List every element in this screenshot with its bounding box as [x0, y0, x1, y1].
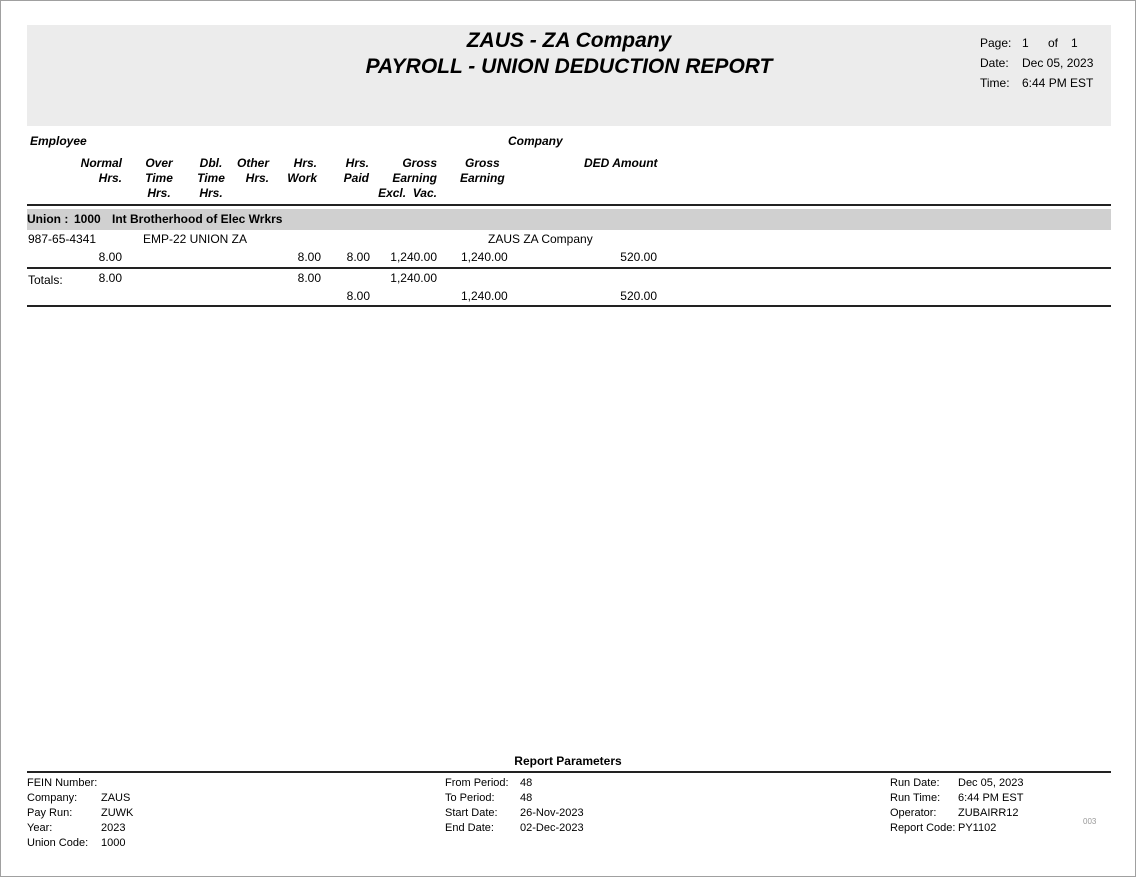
param-value: PY1102 — [958, 822, 997, 834]
param-value: 26-Nov-2023 — [520, 807, 584, 819]
param-label: Year: — [27, 822, 53, 834]
param-label: End Date: — [445, 822, 494, 834]
param-value: ZAUS — [101, 792, 131, 804]
h: Hrs. — [98, 171, 122, 185]
normal-hrs: 8.00 — [98, 250, 122, 264]
param-value: 1000 — [101, 837, 126, 849]
overtime-hrs-header — [139, 156, 179, 201]
gross-earning-header — [460, 156, 505, 186]
ded-amount: 520.00 — [620, 250, 657, 264]
param-value: 48 — [520, 777, 533, 789]
param-value: 48 — [520, 792, 533, 804]
params-rule — [27, 771, 1111, 773]
hrs-work: 8.00 — [297, 250, 321, 264]
param-label: Company: — [27, 792, 78, 804]
report-parameters-title: Report Parameters — [514, 754, 622, 768]
h: Earning — [392, 171, 437, 185]
time-value: 6:44 PM EST — [1022, 76, 1094, 90]
totals-hrs-work: 8.00 — [297, 271, 321, 285]
param-label: To Period: — [445, 792, 495, 804]
h: Paid — [343, 171, 369, 185]
param-label: Pay Run: — [27, 807, 73, 819]
page-code: 003 — [1083, 817, 1097, 826]
gross-earning: 1,240.00 — [461, 250, 508, 264]
param-label: Run Date: — [890, 777, 940, 789]
union-label: Union : — [27, 212, 69, 226]
param-value: ZUBAIRR12 — [958, 807, 1019, 819]
header-rule — [27, 204, 1111, 206]
h: Other — [236, 156, 269, 170]
ded-amount-header: DED Amount — [584, 156, 658, 170]
param-value: ZUWK — [101, 807, 134, 819]
gross-excl-vac-header — [367, 156, 437, 201]
page-count: 1 — [1071, 36, 1078, 50]
param-value: 2023 — [101, 822, 126, 834]
param-label: Report Code: — [890, 822, 956, 834]
page-label: Page: — [980, 36, 1012, 50]
of-label: of — [1048, 36, 1059, 50]
h: Dbl. — [199, 156, 223, 170]
employee-name: EMP-22 UNION ZA — [143, 232, 248, 246]
union-group-band — [27, 209, 1111, 230]
param-label: Union Code: — [27, 837, 89, 849]
param-label: Run Time: — [890, 792, 941, 804]
param-value: 6:44 PM EST — [958, 792, 1024, 804]
hrs-paid: 8.00 — [346, 250, 370, 264]
h: Time — [145, 171, 173, 185]
param-label: Start Date: — [445, 807, 498, 819]
h: Normal — [80, 156, 122, 170]
time-label: Time: — [980, 76, 1010, 90]
param-label: From Period: — [445, 777, 509, 789]
union-name: Int Brotherhood of Elec Wrkrs — [112, 212, 283, 226]
dbl-time-hrs-header — [191, 156, 231, 201]
hrs-paid-header — [329, 156, 369, 186]
h: Time — [197, 171, 225, 185]
end-rule — [27, 305, 1111, 307]
h: Work — [287, 171, 317, 185]
h: Excl. Vac. — [378, 186, 437, 200]
other-hrs-header — [229, 156, 269, 186]
union-code: 1000 — [74, 212, 101, 226]
h: Hrs. — [147, 186, 171, 200]
company-title: ZAUS - ZA Company — [466, 29, 672, 52]
h: Hrs. — [245, 171, 269, 185]
totals-label: Totals: — [28, 273, 63, 287]
param-value: Dec 05, 2023 — [958, 777, 1024, 789]
page-number: 1 — [1022, 36, 1029, 50]
param-value: 02-Dec-2023 — [520, 822, 584, 834]
totals-hrs-paid: 8.00 — [346, 289, 370, 303]
h: Gross — [464, 156, 500, 170]
h: Gross — [402, 156, 437, 170]
h: Hrs. — [345, 156, 369, 170]
date-label: Date: — [980, 56, 1009, 70]
h: Hrs. — [293, 156, 317, 170]
h: Over — [145, 156, 173, 170]
hrs-work-header — [277, 156, 317, 186]
totals-gross-earning: 1,240.00 — [461, 289, 508, 303]
employee-header: Employee — [30, 134, 87, 148]
param-label: FEIN Number: — [27, 777, 98, 789]
employee-company: ZAUS ZA Company — [488, 232, 593, 246]
totals-normal-hrs: 8.00 — [98, 271, 122, 285]
totals-rule — [27, 267, 1111, 269]
date-value: Dec 05, 2023 — [1022, 56, 1094, 70]
normal-hrs-header — [62, 156, 122, 186]
report-title: PAYROLL - UNION DEDUCTION REPORT — [365, 55, 773, 78]
report-header — [27, 25, 1111, 126]
gross-excl-vac: 1,240.00 — [390, 250, 437, 264]
h: Hrs. — [199, 186, 223, 200]
totals-ded-amount: 520.00 — [620, 289, 657, 303]
param-label: Operator: — [890, 807, 937, 819]
company-header: Company — [508, 134, 563, 148]
h: Earning — [460, 171, 505, 185]
employee-ssn: 987-65-4341 — [28, 232, 97, 246]
totals-gross-excl-vac: 1,240.00 — [390, 271, 437, 285]
